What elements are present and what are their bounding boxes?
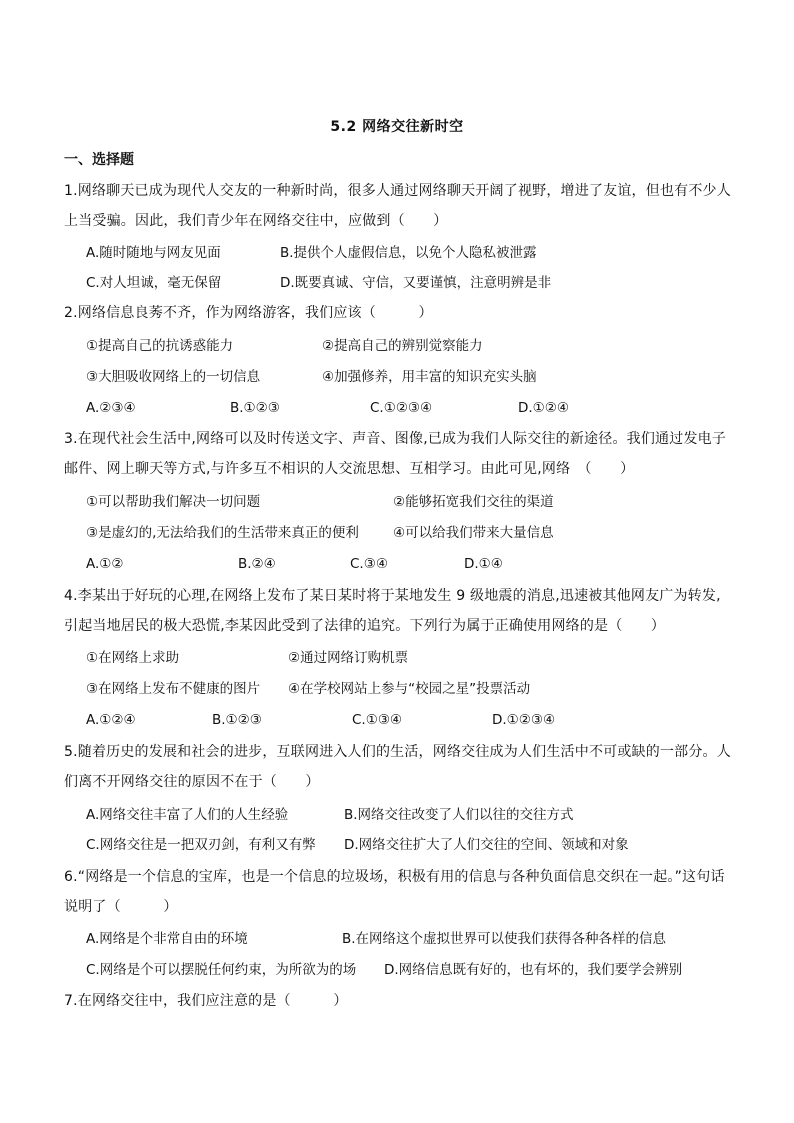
question-2-options [86, 393, 746, 423]
q5-option-a: A.网络交往丰富了人们的人生经验 [86, 807, 289, 823]
q2-option-d: D.①②④ [518, 400, 569, 416]
q5-option-b: B.网络交往改变了人们以往的交往方式 [344, 807, 574, 823]
q1-option-d: D.既要真诚、守信，又要谨慎，注意明辨是非 [280, 275, 552, 291]
question-4-statements-row-2 [86, 674, 746, 704]
q3-statement-1: ①可以帮助我们解决一切问题 [86, 494, 261, 510]
q2-option-a: A.②③④ [86, 400, 136, 416]
question-6-options-row-2 [86, 955, 746, 985]
q4-statement-2: ②通过网络订购机票 [288, 650, 409, 666]
question-1-options-row-2 [86, 268, 746, 298]
question-3-options [86, 549, 746, 579]
q2-statement-1: ①提高自己的抗诱惑能力 [86, 338, 234, 354]
q1-option-a: A.随时随地与网友见面 [86, 245, 221, 261]
q4-option-b: B.①②③ [212, 712, 262, 728]
q3-statement-2: ②能够拓宽我们交往的渠道 [393, 494, 554, 510]
q3-option-c: C.③④ [350, 556, 388, 572]
q4-option-a: A.①②④ [86, 712, 136, 728]
question-3-statements-row-1 [86, 487, 746, 517]
question-1-stem: 1.网络聊天已成为现代人交友的一种新时尚，很多人通过网络聊天开阔了视野，增进了友谊，但也有不少人上当受骗。因此，我们青少年在网络交往中，应做到（ ） [64, 183, 731, 229]
q4-statement-4: ④在学校网站上参与“校园之星”投票活动 [288, 681, 531, 697]
section-heading: 一、选择题 [64, 152, 134, 168]
page-title: 5.2 网络交往新时空 [330, 119, 464, 135]
q2-statement-3: ③大胆吸收网络上的一切信息 [86, 369, 261, 385]
question-6-stem: 6.“网络是一个信息的宝库，也是一个信息的垃圾场，积极有用的信息与各种负面信息交织在一起。”这句话说明了（ ） [64, 869, 725, 915]
q3-option-a: A.①② [86, 556, 124, 572]
q5-option-d: D.网络交往扩大了人们交往的空间、领域和对象 [344, 837, 629, 853]
question-2-stem: 2.网络信息良莠不齐，作为网络游客，我们应该（ ） [64, 305, 433, 321]
question-6-options-row-1 [86, 924, 746, 954]
q4-option-c: C.①③④ [352, 712, 403, 728]
q4-statement-3: ③在网络上发布不健康的图片 [86, 681, 261, 697]
question-3-stem: 3.在现代社会生活中,网络可以及时传送文字、声音、图像,已成为我们人际交往的新途径。我们通过发电子邮件、网上聊天等方式,与许多互不相识的人交流思想、互相学习。由此可见,网络 （ ） [64, 431, 727, 477]
q4-option-d: D.①②③④ [492, 712, 556, 728]
q5-option-c: C.网络交往是一把双刃剑，有利又有弊 [86, 837, 316, 853]
q6-option-a: A.网络是个非常自由的环境 [86, 931, 248, 947]
q1-option-c: C.对人坦诚，毫无保留 [86, 275, 222, 291]
question-5-stem: 5.随着历史的发展和社会的进步，互联网进入人们的生活，网络交往成为人们生活中不可或缺的一部分。人们离不开网络交往的原因不在于（ ） [64, 744, 731, 790]
q4-statement-1: ①在网络上求助 [86, 650, 180, 666]
q3-statement-3: ③是虚幻的,无法给我们的生活带来真正的便利 [86, 525, 359, 541]
q2-statement-4: ④加强修养，用丰富的知识充实头脑 [322, 369, 537, 385]
question-5-options-row-1 [86, 800, 746, 830]
question-4-statements-row-1 [86, 643, 746, 673]
question-7-stem: 7.在网络交往中，我们应注意的是（ ） [64, 993, 348, 1009]
q3-statement-4: ④可以给我们带来大量信息 [393, 525, 554, 541]
q2-option-c: C.①②③④ [370, 400, 433, 416]
question-4-options [86, 705, 746, 735]
q3-option-b: B.②④ [238, 556, 276, 572]
q2-option-b: B.①②③ [230, 400, 280, 416]
q6-option-c: C.网络是个可以摆脱任何约束，为所欲为的场 [86, 962, 357, 978]
q1-option-b: B.提供个人虚假信息，以免个人隐私被泄露 [280, 245, 537, 261]
question-4-stem: 4.李某出于好玩的心理,在网络上发布了某日某时将于某地发生 9 级地震的消息,迅速被其他网友广为转发,引起当地居民的极大恐慌,李某因此受到了法律的追究。下列行为属于正确使用网络的是（ ） [64, 588, 721, 634]
q3-option-d: D.①④ [464, 556, 503, 572]
q6-option-d: D.网络信息既有好的，也有坏的，我们要学会辨别 [384, 962, 683, 978]
question-1-options-row-1 [86, 238, 746, 268]
question-2-statements-row-1 [86, 331, 746, 361]
question-3-statements-row-2 [86, 518, 746, 548]
question-5-options-row-2 [86, 830, 746, 860]
question-2-statements-row-2 [86, 362, 746, 392]
q6-option-b: B.在网络这个虚拟世界可以使我们获得各种各样的信息 [342, 931, 667, 947]
q2-statement-2: ②提高自己的辨别觉察能力 [322, 338, 483, 354]
